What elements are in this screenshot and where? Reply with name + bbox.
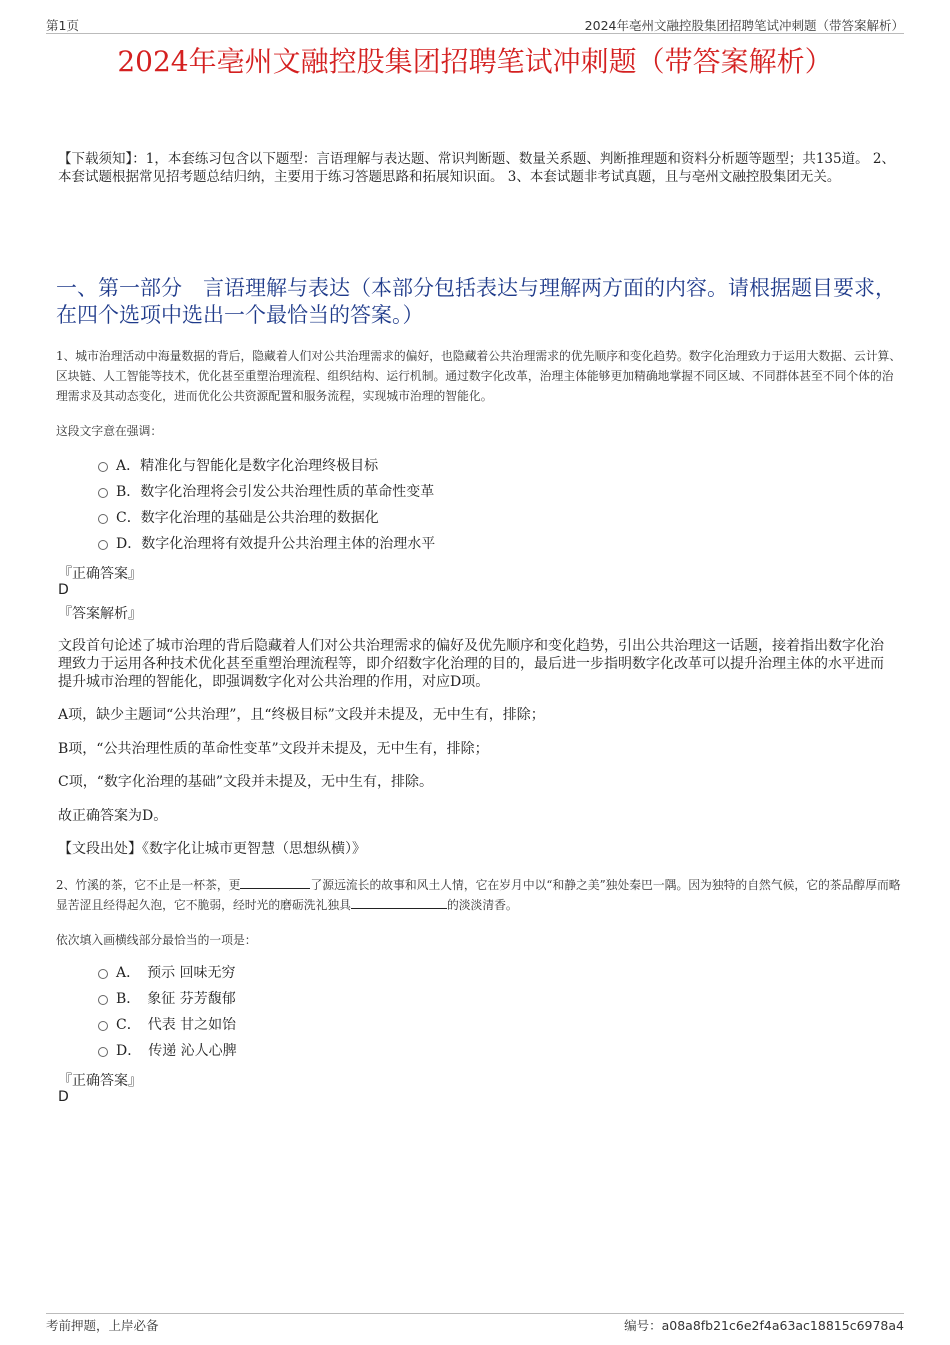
question-2-option-d[interactable]: D． 传递 沁人心脾 <box>98 1040 237 1062</box>
question-1-analysis-label: 『答案解析』 <box>58 606 142 622</box>
question-2-answer-label: 『正确答案』 <box>58 1073 142 1089</box>
document-title: 2024年亳州文融控股集团招聘笔试冲刺题（带答案解析） <box>117 45 833 78</box>
page-footer <box>46 1313 904 1332</box>
radio-icon[interactable] <box>98 1021 108 1031</box>
radio-icon[interactable] <box>98 514 108 524</box>
question-1-analysis-c: C项，“数字化治理的基础”文段并未提及，无中生有，排除。 <box>58 774 434 790</box>
download-notice: 【下载须知】：1，本套练习包含以下题型：言语理解与表达题、常识判断题、数量关系题、判断推理题和资料分析题等题型；共135道。 2、本套试题根据常见招考题总结归纳，主要用于练习答题思路和拓展知识面。 3、本套试题非考试真题，且与亳州文融控股集团无关。 <box>58 151 895 185</box>
radio-icon[interactable] <box>98 488 108 498</box>
question-2-prompt: 依次填入画横线部分最恰当的一项是： <box>56 933 257 947</box>
question-2-option-b[interactable]: B． 象征 芬芳馥郁 <box>98 988 236 1010</box>
radio-icon[interactable] <box>98 462 108 472</box>
question-1-analysis-a: A项，缺少主题词“公共治理”，且“终极目标”文段并未提及，无中生有，排除； <box>58 707 545 723</box>
question-2-stem: 2、竹溪的茶，它不止是一杯茶，更 了源远流长的故事和风土人情，它在岁月中以“和静之美”独处秦巴一隅。因为独特的自然气候，它的茶品醇厚而略显苦涩且经得起久泡，它不脆弱，经时光的磨砺洗礼独具 的淡淡清香。 <box>56 878 901 912</box>
question-2-option-c[interactable]: C． 代表 甘之如饴 <box>98 1014 236 1036</box>
radio-icon[interactable] <box>98 995 108 1005</box>
footer-code: 编号：a08a8fb21c6e2f4a63ac18815c6978a4 <box>624 1318 904 1333</box>
question-1-source: 【文段出处】《数字化让城市更智慧（思想纵横）》 <box>58 841 366 857</box>
question-1-conclusion: 故正确答案为D。 <box>58 808 168 824</box>
question-1-answer: D <box>58 582 69 598</box>
page-number: 第1页 <box>46 18 79 33</box>
question-1-analysis-b: B项，“公共治理性质的革命性变革”文段并未提及，无中生有，排除； <box>58 741 489 757</box>
question-1-option-d[interactable]: D．数字化治理将有效提升公共治理主体的治理水平 <box>98 533 435 555</box>
radio-icon[interactable] <box>98 1047 108 1057</box>
radio-icon[interactable] <box>98 540 108 550</box>
fill-blank-1 <box>240 876 310 889</box>
question-1-option-b[interactable]: B．数字化治理将会引发公共治理性质的革命性变革 <box>98 481 434 503</box>
question-1-option-a[interactable]: A．精准化与智能化是数字化治理终极目标 <box>98 455 378 477</box>
fill-blank-2 <box>351 896 447 909</box>
question-1-option-c[interactable]: C．数字化治理的基础是公共治理的数据化 <box>98 507 379 529</box>
question-1-stem: 1、城市治理活动中海量数据的背后，隐藏着人们对公共治理需求的偏好，也隐藏着公共治理需求的优先顺序和变化趋势。数字化治理致力于运用大数据、云计算、区块链、人工智能等技术，优化甚至重塑治理流程、组织结构、运行机制。通过数字化改革，治理主体能够更加精确地掌握不同区域、不同群体甚至不同个体的治理需求及其动态变化，进而优化公共资源配置和服务流程，实现城市治理的智能化。 <box>56 349 902 403</box>
question-1-answer-label: 『正确答案』 <box>58 566 142 582</box>
section-title: 一、第一部分 言语理解与表达（本部分包括表达与理解两方面的内容。请根据题目要求，在四个选项中选出一个最恰当的答案。） <box>56 276 896 327</box>
radio-icon[interactable] <box>98 969 108 979</box>
header-doc-title: 2024年亳州文融控股集团招聘笔试冲刺题（带答案解析） <box>584 18 904 33</box>
question-2-answer: D <box>58 1089 69 1105</box>
question-2-option-a[interactable]: A． 预示 回味无穷 <box>98 962 236 984</box>
page-header <box>46 14 904 34</box>
question-1-prompt: 这段文字意在强调： <box>56 424 163 438</box>
question-1-analysis-main: 文段首句论述了城市治理的背后隐藏着人们对公共治理需求的偏好及优先顺序和变化趋势，引出公共治理这一话题，接着指出数字化治理致力于运用各种技术优化甚至重塑治理流程等，即介绍数字化治理的目的，最后进一步指明数字化改革可以提升治理主体的水平进而提升城市治理的智能化，即强调数字化对公共治理的作用，对应D项。 <box>58 638 884 690</box>
footer-slogan: 考前押题，上岸必备 <box>46 1318 159 1333</box>
